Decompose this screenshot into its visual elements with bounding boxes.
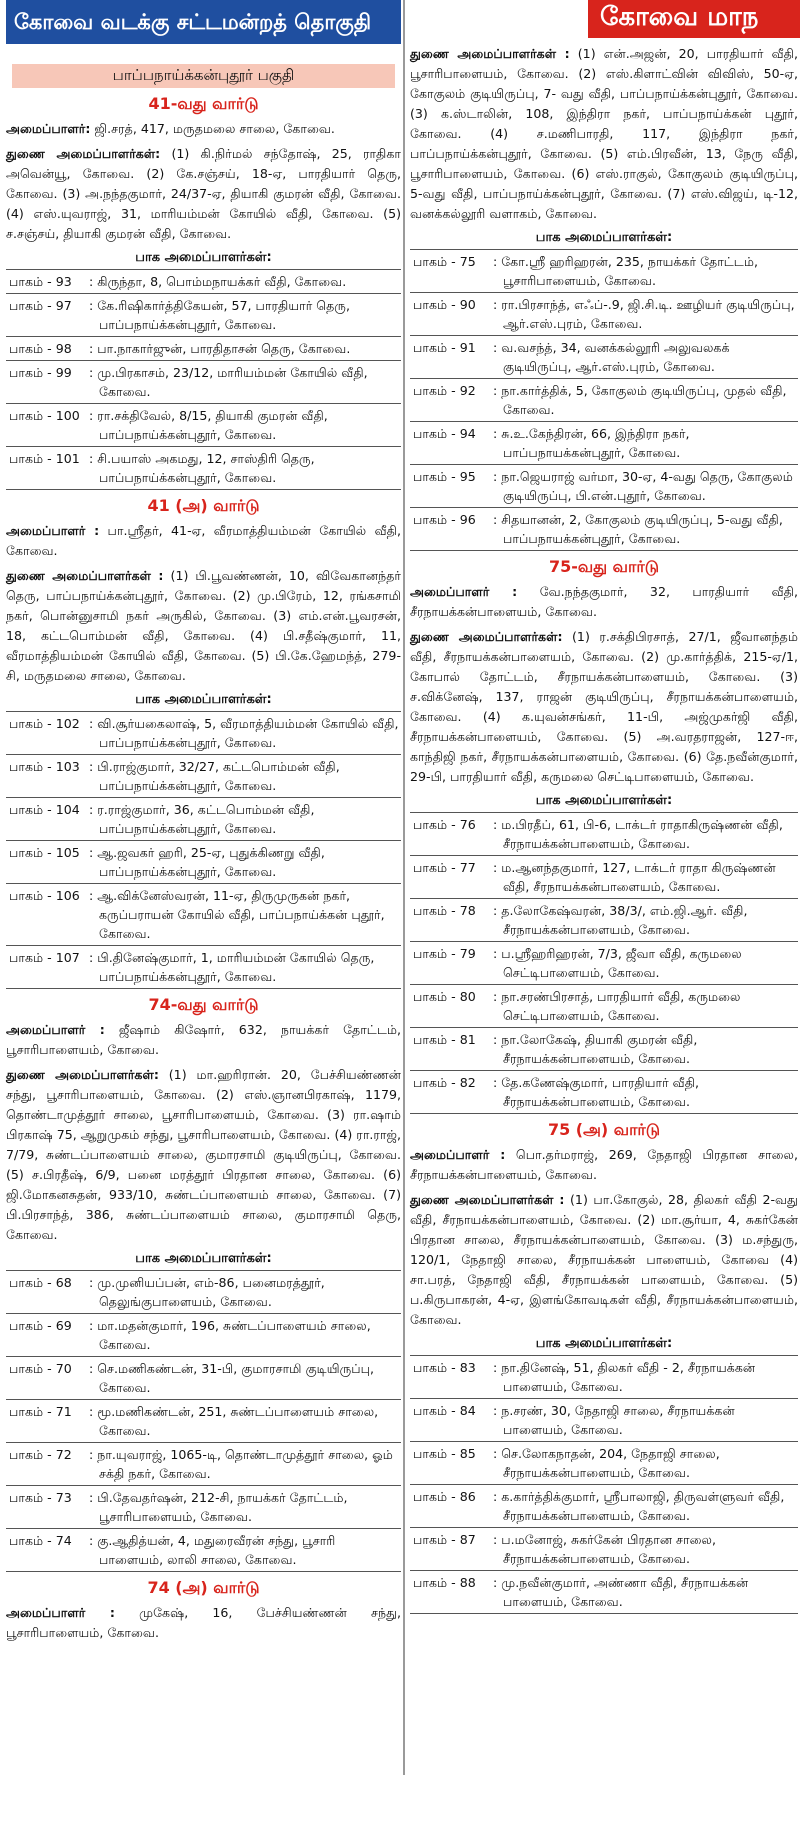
deputy-paragraph bbox=[6, 144, 401, 244]
booth-detail: : க.கார்த்திக்குமார், ஸ்ரீபாலாஜி, திருவள்ளுவர் வீதி, சீரநாயக்கன்பாளையம், கோவை. bbox=[493, 1489, 785, 1523]
booth-number: பாகம் - 78 bbox=[413, 903, 476, 918]
booth-number: பாகம் - 99 bbox=[9, 365, 72, 380]
booth-row bbox=[6, 361, 401, 404]
ward-section bbox=[6, 94, 401, 490]
ward-heading: 41-வது வார்டு bbox=[148, 94, 259, 113]
booth-detail: : பி.தினேஷ்குமார், 1, மாரியம்மன் கோயில் தெரு, பாப்பநாய்க்கன்புதூர், கோவை. bbox=[89, 950, 375, 984]
organizer-paragraph bbox=[410, 1145, 798, 1185]
booth-number: பாகம் - 90 bbox=[413, 297, 476, 312]
ward-section bbox=[6, 496, 401, 989]
booth-detail: : ப.ஸ்ரீஹரிஹரன், 7/3, ஜீவா வீதி, கருமலை செட்டிபாளையம், கோவை. bbox=[493, 946, 742, 980]
booth-number: பாகம் - 88 bbox=[413, 1575, 476, 1590]
booth-row bbox=[410, 336, 798, 379]
booth-number: பாகம் - 69 bbox=[9, 1318, 72, 1333]
booth-detail: : ரா.சக்திவேல், 8/15, தியாகி குமரன் வீதி, பாப்பநாய்க்கன்புதூர், கோவை. bbox=[89, 408, 328, 442]
organizer-label: அமைப்பாளர் : bbox=[410, 1147, 506, 1162]
organizer-text: பொ.தர்மராஜ், 269, நேதாஜி பிரதான சாலை, சீரநாயக்கன்பாளையம், கோவை. bbox=[410, 1147, 799, 1182]
booth-row bbox=[410, 379, 798, 422]
booth-detail: : ம.ஆனந்தகுமார், 127, டாக்டர் ராதா கிருஷ்ணன் வீதி, சீரநாயக்கன்பாளையம், கோவை. bbox=[493, 860, 776, 894]
booth-row bbox=[410, 422, 798, 465]
booth-row bbox=[410, 250, 798, 293]
right-column bbox=[410, 0, 798, 1614]
booth-detail: : மா.மதன்குமார், 196, சுண்டப்பாளையம் சாலை, கோவை. bbox=[89, 1318, 371, 1352]
booth-row bbox=[6, 1443, 401, 1486]
booth-row bbox=[410, 508, 798, 551]
deputy-paragraph bbox=[6, 566, 401, 686]
booth-number: பாகம் - 79 bbox=[413, 946, 476, 961]
booth-detail: : நா.சரண்பிரசாத், பாரதியார் வீதி, கருமலை செட்டிபாளையம், கோவை. bbox=[493, 989, 741, 1023]
booth-row bbox=[6, 946, 401, 989]
booth-detail: : பி.ராஜ்குமார், 32/27, கட்டபொம்மன் வீதி, பாப்பநாய்க்கன்புதூர், கோவை. bbox=[89, 759, 340, 793]
booth-row bbox=[410, 985, 798, 1028]
booth-number: பாகம் - 81 bbox=[413, 1032, 476, 1047]
booth-row bbox=[410, 1356, 798, 1399]
booth-number: பாகம் - 86 bbox=[413, 1489, 476, 1504]
ward-section bbox=[410, 44, 798, 551]
booth-detail: : நா.தினேஷ், 51, திலகர் வீதி - 2, சீரநாயக்கன் பாளையம், கோவை. bbox=[493, 1360, 756, 1394]
deputy-text: (1) என்.அஜன், 20, பாரதியார் வீதி, பூசாரிபாளையம், கோவை. (2) எஸ்.கிளாட்வின் விவிஸ், 50-ஏ, கோகுலம் குடியிருப்பு, 7- வது வீதி, பாப்பநாய்க்கன்புதூர், கோவை. (3) க.ஸ்டாலின், 108, இந்திரா நகர், பாப்பநாய்க்கன் புதூர், கோவை. (4) ச.மணிபாரதி, 117, இந்திரா நகர், பாப்பநாய்க்கன்புதூர், கோவை. (5) எம்.பிரவீன், 13, நேரு வீதி, பூசாரிபாளையம், கோவை. (6) எஸ்.ராகுல், கோகுலம் குடியிருப்பு, 5-வது வீதி, பாப்பநாய்க்கன்புதூர், கோவை. (7) எஸ்.விஜய், டி-12, வனக்கல்லூரி வளாகம், கோவை. bbox=[410, 46, 798, 221]
booth-number: பாகம் - 68 bbox=[9, 1275, 72, 1290]
booth-row bbox=[410, 1485, 798, 1528]
deputy-label: துணை அமைப்பாளர்கள் : bbox=[410, 1192, 565, 1207]
booth-number: பாகம் - 74 bbox=[9, 1533, 72, 1548]
deputy-paragraph bbox=[410, 627, 798, 787]
booth-row bbox=[6, 404, 401, 447]
booth-row bbox=[410, 813, 798, 856]
booth-number: பாகம் - 101 bbox=[9, 451, 80, 466]
booth-detail: : ம.பிரதீப், 61, பி-6, டாக்டர் ராதாகிருஷ்ணன் வீதி, சீரநாயக்கன்பாளையம், கோவை. bbox=[493, 817, 783, 851]
booth-row bbox=[6, 447, 401, 490]
booth-row bbox=[410, 465, 798, 508]
organizer-text: வே.நந்தகுமார், 32, பாரதியார் வீதி, சீரநாயக்கன்பாளையம், கோவை. bbox=[410, 584, 799, 619]
booth-detail: : மு.நவீன்குமார், அண்ணா வீதி, சீரநாயக்கன் பாளையம், கோவை. bbox=[493, 1575, 749, 1609]
booth-row bbox=[6, 798, 401, 841]
booth-row bbox=[410, 1528, 798, 1571]
ward-heading: 74 (அ) வார்டு bbox=[147, 1578, 260, 1597]
ward-heading: 75 (அ) வார்டு bbox=[547, 1120, 661, 1139]
booth-heading: பாக அமைப்பாளர்கள்: bbox=[535, 1336, 673, 1351]
booth-detail: : ர.ராஜ்குமார், 36, கட்டபொம்மன் வீதி, பாப்பநாய்க்கன்புதூர், கோவை. bbox=[89, 802, 315, 836]
booth-number: பாகம் - 102 bbox=[9, 716, 80, 731]
booth-detail: : கே.ரிஷிகார்த்திகேயன், 57, பாரதியார் தெரு, பாப்பநாய்க்கன்புதூர், கோவை. bbox=[89, 298, 350, 332]
booth-number: பாகம் - 100 bbox=[9, 408, 80, 423]
booth-number: பாகம் - 76 bbox=[413, 817, 476, 832]
deputy-paragraph bbox=[410, 44, 798, 224]
booth-detail: : ஆ.விக்னேஸ்வரன், 11-ஏ, திருமுருகன் நகர், கருப்பராயன் கோயில் வீதி, பாப்பநாய்க்கன் புதூர், கோவை. bbox=[89, 888, 385, 941]
booth-list bbox=[410, 249, 798, 551]
booth-number: பாகம் - 77 bbox=[413, 860, 476, 875]
booth-row bbox=[6, 337, 401, 361]
booth-row bbox=[410, 1399, 798, 1442]
city-title: கோவை மாந bbox=[588, 0, 800, 38]
booth-heading: பாக அமைப்பாளர்கள்: bbox=[535, 230, 673, 245]
booth-detail: : மு.முனியப்பன், எம்-86, பனைமரத்தூர், தெலுங்குபாளையம், கோவை. bbox=[89, 1275, 325, 1309]
booth-number: பாகம் - 96 bbox=[413, 512, 476, 527]
organizer-paragraph bbox=[410, 582, 798, 622]
ward-section bbox=[410, 557, 798, 1114]
booth-detail: : கு.ஆதித்யன், 4, மதுரைவீரன் சந்து, பூசாரி பாளையம், லாலி சாலை, கோவை. bbox=[89, 1533, 336, 1567]
booth-detail: : த.லோகேஷ்வரன், 38/3/, எம்.ஜி.ஆர். வீதி, சீரநாயக்கன்பாளையம், கோவை. bbox=[493, 903, 748, 937]
booth-detail: : பா.நாகார்ஜுன், பாரதிதாசன் தெரு, கோவை. bbox=[89, 341, 351, 356]
deputy-text: (1) பி.பூவண்ணன், 10, விவேகானந்தர் தெரு, பாப்பநாய்க்கன்புதூர், கோவை. (2) மு.பிரேம், 12, ரங்கசாமி நகர், பொன்னுசாமி நகர் அருகில், கோவை. (3) எம்.என்.பூவரசன், 18, கட்டபொம்மன் வீதி, கோவை. (4) பி.சதீஷ்குமார், 11, வீரமாத்தியம்மன் கோயில் வீதி, கோவை. (5) பி.கே.ஹேமந்த், 279-சி, மருதமலை சாலை, கோவை. bbox=[6, 568, 402, 683]
ward-heading: 41 (அ) வார்டு bbox=[147, 496, 260, 515]
organizer-text: பா.ஸ்ரீதர், 41-ஏ, வீரமாத்தியம்மன் கோயில் வீதி, கோவை. bbox=[6, 523, 401, 558]
booth-detail: : மூ.மணிகண்டன், 251, சுண்டப்பாளையம் சாலை, கோவை. bbox=[89, 1404, 379, 1438]
organizer-label: அமைப்பாளர் : bbox=[410, 584, 518, 599]
organizer-label: அமைப்பாளர் : bbox=[6, 523, 100, 538]
booth-number: பாகம் - 107 bbox=[9, 950, 80, 965]
booth-detail: : தே.கணேஷ்குமார், பாரதியார் வீதி, சீரநாயக்கன்பாளையம், கோவை. bbox=[493, 1075, 700, 1109]
ward-heading: 74-வது வார்டு bbox=[148, 995, 259, 1014]
booth-number: பாகம் - 103 bbox=[9, 759, 80, 774]
deputy-paragraph bbox=[6, 1065, 401, 1245]
booth-detail: : செ.மணிகண்டன், 31-பி, குமாரசாமி குடியிருப்பு, கோவை. bbox=[89, 1361, 375, 1395]
booth-row bbox=[6, 1486, 401, 1529]
booth-detail: : கோ.ஸ்ரீ ஹரிஹரன், 235, நாயக்கர் தோட்டம், பூசாரிபாளையம், கோவை. bbox=[493, 254, 758, 288]
booth-row bbox=[6, 755, 401, 798]
booth-detail: : மு.பிரகாசம், 23/12, மாரியம்மன் கோயில் வீதி, கோவை. bbox=[89, 365, 368, 399]
booth-row bbox=[6, 1271, 401, 1314]
booth-number: பாகம் - 72 bbox=[9, 1447, 72, 1462]
booth-number: பாகம் - 104 bbox=[9, 802, 80, 817]
booth-list bbox=[6, 711, 401, 989]
booth-row bbox=[6, 712, 401, 755]
booth-number: பாகம் - 85 bbox=[413, 1446, 476, 1461]
booth-number: பாகம் - 94 bbox=[413, 426, 476, 441]
booth-row bbox=[6, 1400, 401, 1443]
booth-detail: : ந.சரண், 30, நேதாஜி சாலை, சீரநாயக்கன் பாளையம், கோவை. bbox=[493, 1403, 735, 1437]
booth-row bbox=[6, 1529, 401, 1572]
ward-section bbox=[6, 1578, 401, 1643]
organizer-paragraph bbox=[6, 1020, 401, 1060]
booth-heading: பாக அமைப்பாளர்கள்: bbox=[535, 793, 673, 808]
ward-heading: 75-வது வார்டு bbox=[549, 557, 659, 576]
organizer-paragraph bbox=[6, 521, 401, 561]
left-column bbox=[6, 0, 401, 1648]
booth-detail: : நா.ஜெயராஜ் வர்மா, 30-ஏ, 4-வது தெரு, கோகுலம் குடியிருப்பு, பி.என்.புதூர், கோவை. bbox=[493, 469, 793, 503]
booth-number: பாகம் - 92 bbox=[413, 383, 476, 398]
booth-number: பாகம் - 84 bbox=[413, 1403, 476, 1418]
booth-number: பாகம் - 105 bbox=[9, 845, 80, 860]
booth-detail: : நா.கார்த்திக், 5, கோகுலம் குடியிருப்பு, முதல் வீதி, கோவை. bbox=[493, 383, 787, 417]
booth-number: பாகம் - 80 bbox=[413, 989, 476, 1004]
booth-row bbox=[6, 1314, 401, 1357]
deputy-label: துணை அமைப்பாளர்கள்: bbox=[6, 146, 161, 161]
organizer-paragraph bbox=[6, 119, 401, 139]
booth-number: பாகம் - 98 bbox=[9, 341, 72, 356]
deputy-text: (1) பா.கோகுல், 28, திலகர் வீதி 2-வது வீதி, சீரநாயக்கன்பாளையம், கோவை. (2) மா.சூர்யா, 4, சுகர்கேன் பிரதான சாலை, சீரநாயக்கன்பாளையம், கோவை. (3) ம.சந்துரு, 120/1, நேதாஜி சாலை, சீரநாயக்கன் பாளையம், கோவை (4) சா.பரத், நேதாஜி வீதி, சீரநாயக்கன் பாளையம், கோவை. (5) ப.கிருபாகரன், 4-ஏ, இளங்கோவடிகள் வீதி, சீரநாயக்கன்பாளையம், கோவை. bbox=[410, 1192, 798, 1327]
booth-list bbox=[6, 269, 401, 490]
organizer-label: அமைப்பாளர் : bbox=[6, 1605, 115, 1620]
ward-section bbox=[6, 995, 401, 1572]
booth-heading: பாக அமைப்பாளர்கள்: bbox=[135, 692, 272, 707]
booth-detail: : செ.லோகநாதன், 204, நேதாஜி சாலை, சீரநாயக்கன்பாளையம், கோவை. bbox=[493, 1446, 720, 1480]
booth-row bbox=[6, 841, 401, 884]
booth-number: பாகம் - 71 bbox=[9, 1404, 72, 1419]
area-heading: பாப்பநாய்க்கன்புதூர் பகுதி bbox=[12, 64, 395, 88]
booth-row bbox=[410, 856, 798, 899]
booth-row bbox=[410, 899, 798, 942]
booth-number: பாகம் - 82 bbox=[413, 1075, 476, 1090]
booth-number: பாகம் - 70 bbox=[9, 1361, 72, 1376]
booth-list bbox=[410, 812, 798, 1114]
column-divider bbox=[403, 0, 405, 1775]
booth-detail: : வ.வசந்த், 34, வனக்கல்லூரி அலுவலகக் குடியிருப்பு, ஆர்.எஸ்.புரம், கோவை. bbox=[493, 340, 730, 374]
booth-row bbox=[410, 1442, 798, 1485]
organizer-text: ஜீஷாம் கிஷோர், 632, நாயக்கர் தோட்டம், பூசாரிபாளையம், கோவை. bbox=[6, 1022, 401, 1057]
deputy-label: துணை அமைப்பாளர்கள் : bbox=[410, 46, 570, 61]
booth-number: பாகம் - 87 bbox=[413, 1532, 476, 1547]
booth-number: பாகம் - 97 bbox=[9, 298, 72, 313]
booth-list bbox=[410, 1355, 798, 1614]
booth-detail: : நா.யுவராஜ், 1065-டி, தொண்டாமுத்தூர் சாலை, ஓம் சக்தி நகர், கோவை. bbox=[89, 1447, 393, 1481]
booth-heading: பாக அமைப்பாளர்கள்: bbox=[135, 250, 272, 265]
deputy-text: (1) ர.சக்திபிரசாத், 27/1, ஜீவானந்தம் வீதி, சீரநாயக்கன்பாளையம், கோவை. (2) மு.கார்த்திக், 215-ஏ/1, கோபால் தோட்டம், சீரநாயக்கன்பாளையம், கோவை. (3) ச.விக்னேஷ், 137, ராஜன் குடியிருப்பு, சீரநாயக்கன்பாளையம், கோவை. (4) க.யுவன்சங்கர், 11-பி, அஜ்முகர்ஜி வீதி, சீரநாயக்கன்பாளையம், கோவை. (5) அ.வரதராஜன், 127-ஈ, காந்திஜி நகர், சீரநாயக்கன்பாளையம், கோவை. (6) தே.நவீன்குமார், 29-பி, பாரதியார் வீதி, கருமலை செட்டிபாளையம், கோவை. bbox=[410, 629, 798, 784]
organizer-text: ஜி.சரத், 417, மருதமலை சாலை, கோவை. bbox=[94, 121, 335, 136]
booth-row bbox=[410, 1028, 798, 1071]
booth-list bbox=[6, 1270, 401, 1572]
booth-number: பாகம் - 83 bbox=[413, 1360, 476, 1375]
booth-row bbox=[6, 270, 401, 294]
booth-detail: : வி.சூர்யகைலாஷ், 5, வீரமாத்தியம்மன் கோயில் வீதி, பாப்பநாய்க்கன்புதூர், கோவை. bbox=[89, 716, 399, 750]
booth-detail: : ப.மனோஜ், சுகர்கேன் பிரதான சாலை, சீரநாயக்கன்பாளையம், கோவை. bbox=[493, 1532, 716, 1566]
booth-detail: : நா.லோகேஷ், தியாகி குமரன் வீதி, சீரநாயக்கன்பாளையம், கோவை. bbox=[493, 1032, 698, 1066]
booth-number: பாகம் - 73 bbox=[9, 1490, 72, 1505]
booth-number: பாகம் - 91 bbox=[413, 340, 476, 355]
booth-heading: பாக அமைப்பாளர்கள்: bbox=[135, 1251, 272, 1266]
booth-number: பாகம் - 95 bbox=[413, 469, 476, 484]
booth-detail: : சு.உ.கேந்திரன், 66, இந்திரா நகர், பாப்பநாயக்கன்புதூர், கோவை. bbox=[493, 426, 690, 460]
booth-number: பாகம் - 75 bbox=[413, 254, 476, 269]
booth-detail: : ஆ.ஜவகர் ஹரி, 25-ஏ, புதுக்கிணறு வீதி, பாப்பநாய்க்கன்புதூர், கோவை. bbox=[89, 845, 325, 879]
booth-row bbox=[410, 1071, 798, 1114]
constituency-title: கோவை வடக்கு சட்டமன்றத் தொகுதி bbox=[6, 0, 401, 44]
deputy-text: (1) மா.ஹரிரான். 20, பேச்சியண்ணன் சந்து, பூசாரிபாளையம், கோவை. (2) எஸ்.ஞானபிரகாஷ், 1179, தொண்டாமுத்தூர் சாலை, பூசாரிபாளையம், கோவை. (3) ரா.ஷாம் பிரகாஷ் 75, ஆறுமுகம் சந்து, பூசாரிபாளையம், கோவை. (4) ரா.ராஜ், 7/79, சுண்டப்பாளையம் சாலை, குமாரசாமி குடியிருப்பு, கோவை. (5) ச.பிரதீஷ், 6/9, பனை மரத்தூர் பிரதான சாலை, கோவை. (6) ஜி.மோகனசுதன், 933/10, சுண்டப்பாளையம் சாலை, கோவை. (7) பி.பிரசாந்த், 386, சுண்டப்பாளையம் சாலை, குமாரசாமி தெரு, கோவை. bbox=[6, 1067, 401, 1242]
booth-row bbox=[6, 294, 401, 337]
booth-detail: : கிருந்தா, 8, பொம்மநாயக்கர் வீதி, கோவை. bbox=[89, 274, 347, 289]
booth-detail: : ரா.பிரசாந்த், எஃப்-.9, ஜி.சி.டி. ஊழியர் குடியிருப்பு, ஆர்.எஸ்.புரம், கோவை. bbox=[493, 297, 795, 331]
booth-number: பாகம் - 106 bbox=[9, 888, 80, 903]
booth-detail: : சிதயானன், 2, கோகுலம் குடியிருப்பு, 5-வது வீதி, பாப்பநாயக்கன்புதூர், கோவை. bbox=[493, 512, 783, 546]
organizer-paragraph bbox=[6, 1603, 401, 1643]
booth-detail: : சி.பயாஸ் அகமது, 12, சாஸ்திரி தெரு, பாப்பநாய்க்கன்புதூர், கோவை. bbox=[89, 451, 315, 485]
left-sections bbox=[6, 94, 401, 1643]
deputy-label: துணை அமைப்பாளர்கள்: bbox=[6, 1067, 159, 1082]
booth-detail: : பி.தேவதர்ஷன், 212-சி, நாயக்கர் தோட்டம், பூசாரிபாளையம், கோவை. bbox=[89, 1490, 348, 1524]
organizer-text: முகேஷ், 16, பேச்சியண்ணன் சந்து, பூசாரிபாளையம், கோவை. bbox=[6, 1605, 401, 1640]
booth-number: பாகம் - 93 bbox=[9, 274, 72, 289]
organizer-label: அமைப்பாளர் : bbox=[6, 1022, 105, 1037]
booth-row bbox=[410, 293, 798, 336]
booth-row bbox=[6, 884, 401, 946]
ward-section bbox=[410, 1120, 798, 1614]
organizer-label: அமைப்பாளர்: bbox=[6, 121, 91, 136]
deputy-paragraph bbox=[410, 1190, 798, 1330]
booth-row bbox=[6, 1357, 401, 1400]
deputy-label: துணை அமைப்பாளர்கள் : bbox=[6, 568, 164, 583]
booth-row bbox=[410, 1571, 798, 1614]
right-sections bbox=[410, 44, 798, 1614]
deputy-label: துணை அமைப்பாளர்கள்: bbox=[410, 629, 563, 644]
deputy-text: (1) கி.நிர்மல் சந்தோஷ், 25, ராதிகா அவென்யூ, கோவை. (2) கே.சஞ்சய், 18-ஏ, பாரதியார் தெரு, கோவை. (3) அ.நந்தகுமார், 24/37-ஏ, தியாகி குமரன் வீதி, கோவை. (4) எஸ்.யுவராஜ், 31, மாரியம்மன் கோயில் வீதி, கோவை. (5) ச.சஞ்சய், தியாகி குமரன் வீதி, கோவை. bbox=[6, 146, 401, 241]
booth-row bbox=[410, 942, 798, 985]
